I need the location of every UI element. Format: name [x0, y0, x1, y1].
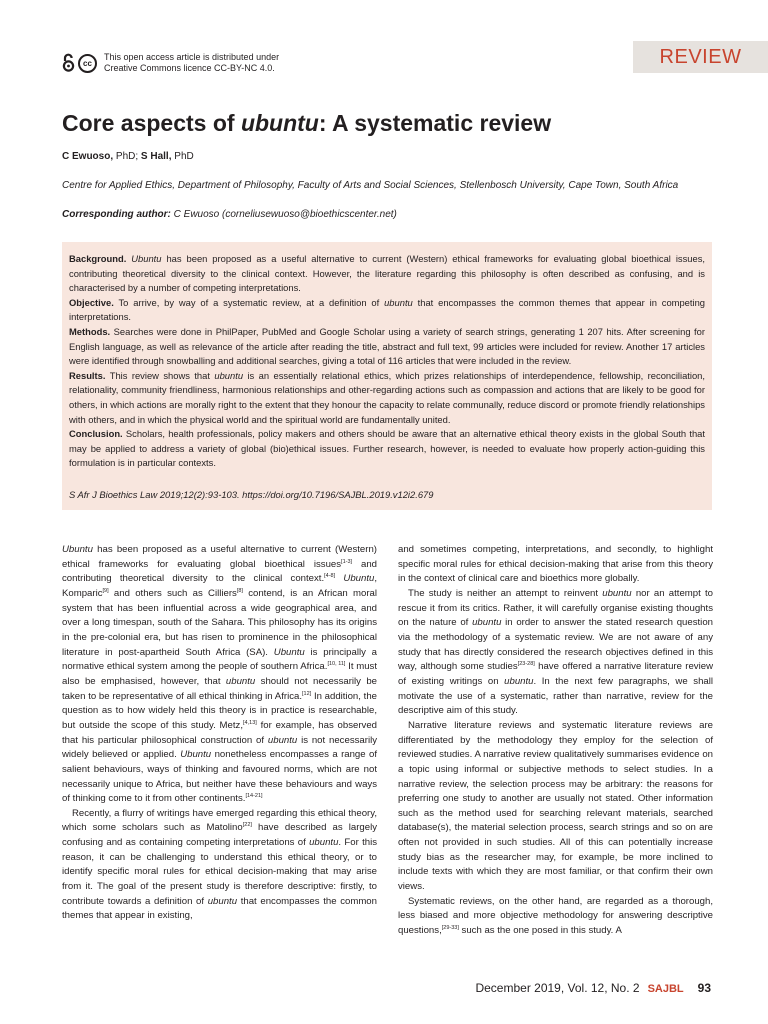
body-paragraph: The study is neither an attempt to reinvent ubuntu nor an attempt to rescue it from its critics. Rather, it will carefully organise existing thoughts on the nature of ubuntu in order to answer the stated research question via the methodology of a systematic review. We are not aware of any study that has directly considered the research objectives defined in this way, although some studies[23-28] have offered a narrative literature review of existing writings on ubuntu. In the next few paragraphs, we shall motivate the use of a systematic, rather than narrative, review for the descriptive aim of this study.: [398, 587, 714, 717]
abstract-objective: Objective. To arrive, by way of a systematic review, at a definition of ubuntu that encompasses the common themes that appear in competing interpretations.: [69, 296, 706, 323]
journal-name: SAJBL: [647, 983, 684, 995]
body-paragraph: Ubuntu has been proposed as a useful alternative to current (Western) ethical frameworks for evaluating global bioethical issues[1-3] and contributing theoretical diversity to the clinical context.[4-8] Ubuntu, Komparic[9] and others such as Cilliers[8] contend, is an African moral system that has been influential across a wide geographical area, and over a long timespan, south of the Sahara. This philosophy has its origins in the pre-colonial era, but has risen to prominence in the philosophical literature in post-apartheid South Africa (SA). Ubuntu is principally a normative ethical system among the people of southern Africa.[10, 11] It must also be emphasised, however, that ubuntu should not necessarily be taken to be representative of all ethical thinking in Africa.[12] In addition, the question as to how widely held this theory is in practice is researchable, but outside the scope of this study. Metz,[4,13] for example, has observed that his particular philosophical construction of ubuntu is not necessarily widely believed or applied. Ubuntu nonetheless encompasses a range of salient behaviours, ways of thinking and favoured norms, which are not necessarily unique to Africa, but neither have these behaviours and ways of thinking come to it from other continents.[14-21]: [62, 544, 378, 805]
body-column-right: [398, 543, 713, 939]
creative-commons-icon: cc: [78, 54, 97, 73]
page-number: 93: [697, 981, 711, 995]
section-tab: REVIEW: [633, 41, 768, 73]
abstract-background: Background. Ubuntu has been proposed as a useful alternative to current (Western) ethical frameworks for evaluating global bioethical issues, contributing theoretical diversity to the clinical context. However, the literature regarding this philosophy is often described as confusing, and is characterised by a number of competing interpretations.: [69, 253, 706, 294]
body-paragraph: and sometimes competing, interpretations, and secondly, to highlight specific moral rules for ethical decision-making that arise from this theory in the context of clinical care and bioethics more globally.: [398, 544, 713, 585]
article-title: Core aspects of ubuntu: A systematic review: [62, 110, 552, 136]
body-paragraph: Systematic reviews, on the other hand, are regarded as a thorough, less biased and more objective methodology for answering descriptive questions,[29-33] such as the one posed in this study. A: [398, 895, 713, 937]
corresponding-author: Corresponding author: C Ewuoso (corneliusewuoso@bioethicscenter.net): [62, 209, 397, 220]
open-access-icon: [62, 53, 75, 73]
page-footer: [475, 981, 711, 995]
author-list: C Ewuoso, PhD; S Hall, PhD: [62, 151, 194, 162]
license-text: [104, 52, 279, 74]
abstract-methods: Methods. Searches were done in PhilPaper, PubMed and Google Scholar using a variety of search strings, generating 1 207 hits. After screening for English language, as well as relevance of the article after reading the title, abstract and full text, 99 articles were included for review. Another 17 articles were identified through snowballing and additional searches, giving a total of 116 articles that were included in the review.: [69, 325, 705, 367]
issue-info: December 2019, Vol. 12, No. 2: [475, 981, 640, 995]
abstract-box: [62, 242, 712, 510]
body-column-left: [62, 543, 377, 924]
article-citation: S Afr J Bioethics Law 2019;12(2):93-103. https://doi.org/10.7196/SAJBL.2019.v12i2.679: [69, 488, 434, 500]
license-notice: [62, 52, 279, 74]
abstract-conclusion: Conclusion. Scholars, health professionals, policy makers and others should be aware that an alternative ethical theory exists in the global South that may be applied to address a variety of global (bio)ethical issues. Further research, however, is needed to evaluate how properly action-guiding this formulation is in particular contexts.: [69, 428, 705, 469]
license-line-2: Creative Commons licence CC-BY-NC 4.0.: [104, 63, 275, 73]
license-line-1: This open access article is distributed under: [104, 52, 280, 62]
abstract-results: Results. This review shows that ubuntu is an essentially relational ethics, which prizes relationships of interdependence, fellowship, reconciliation, relationality, community friendliness, harmonious relationships and other-regarding actions such as compassion and actions that are likely to be good for others, in which actions are morally right to the extent that they honour the capacity to relate communally, reduce discord or promote friendly relationships with others, and in which the physical world and the spiritual world are fundamentally united.: [69, 369, 706, 425]
body-paragraph: Narrative literature reviews and systematic literature reviews are differentiated by the methodology they employ for the selection of reviewed studies. A narrative review qualitatively summarises evidence on a topic using informal or subjective methods to select studies. In a narrative review, the selection process may be arbitrary: the reasons for preferring one study to another are usually not stated. Other information such as the method used for searching relevant materials, searched database(s), the material selection process, search strings and so on are often not provided in such studies. All of this can potentially increase study bias as the researcher may, for example, be more inclined to include texts with which they are most familiar, or that confirm their own views.: [398, 719, 713, 893]
affiliation: Centre for Applied Ethics, Department of Philosophy, Faculty of Arts and Social Sciences, Stellenbosch University, Cape Town, South Africa: [62, 180, 679, 191]
body-paragraph: Recently, a flurry of writings have emerged regarding this ethical theory, which some scholars such as Matolino[22] have described as largely confusing and as containing competing interpretations of ubuntu. For this reason, it can be challenging to understand this ethical theory, or to identify specific moral rules for ethical decision-making that may arise from it. The goal of the present study is therefore descriptive: firstly, to contribute towards a definition of ubuntu that encompasses the common themes that appear in existing,: [62, 807, 378, 922]
license-icons: [62, 53, 97, 73]
